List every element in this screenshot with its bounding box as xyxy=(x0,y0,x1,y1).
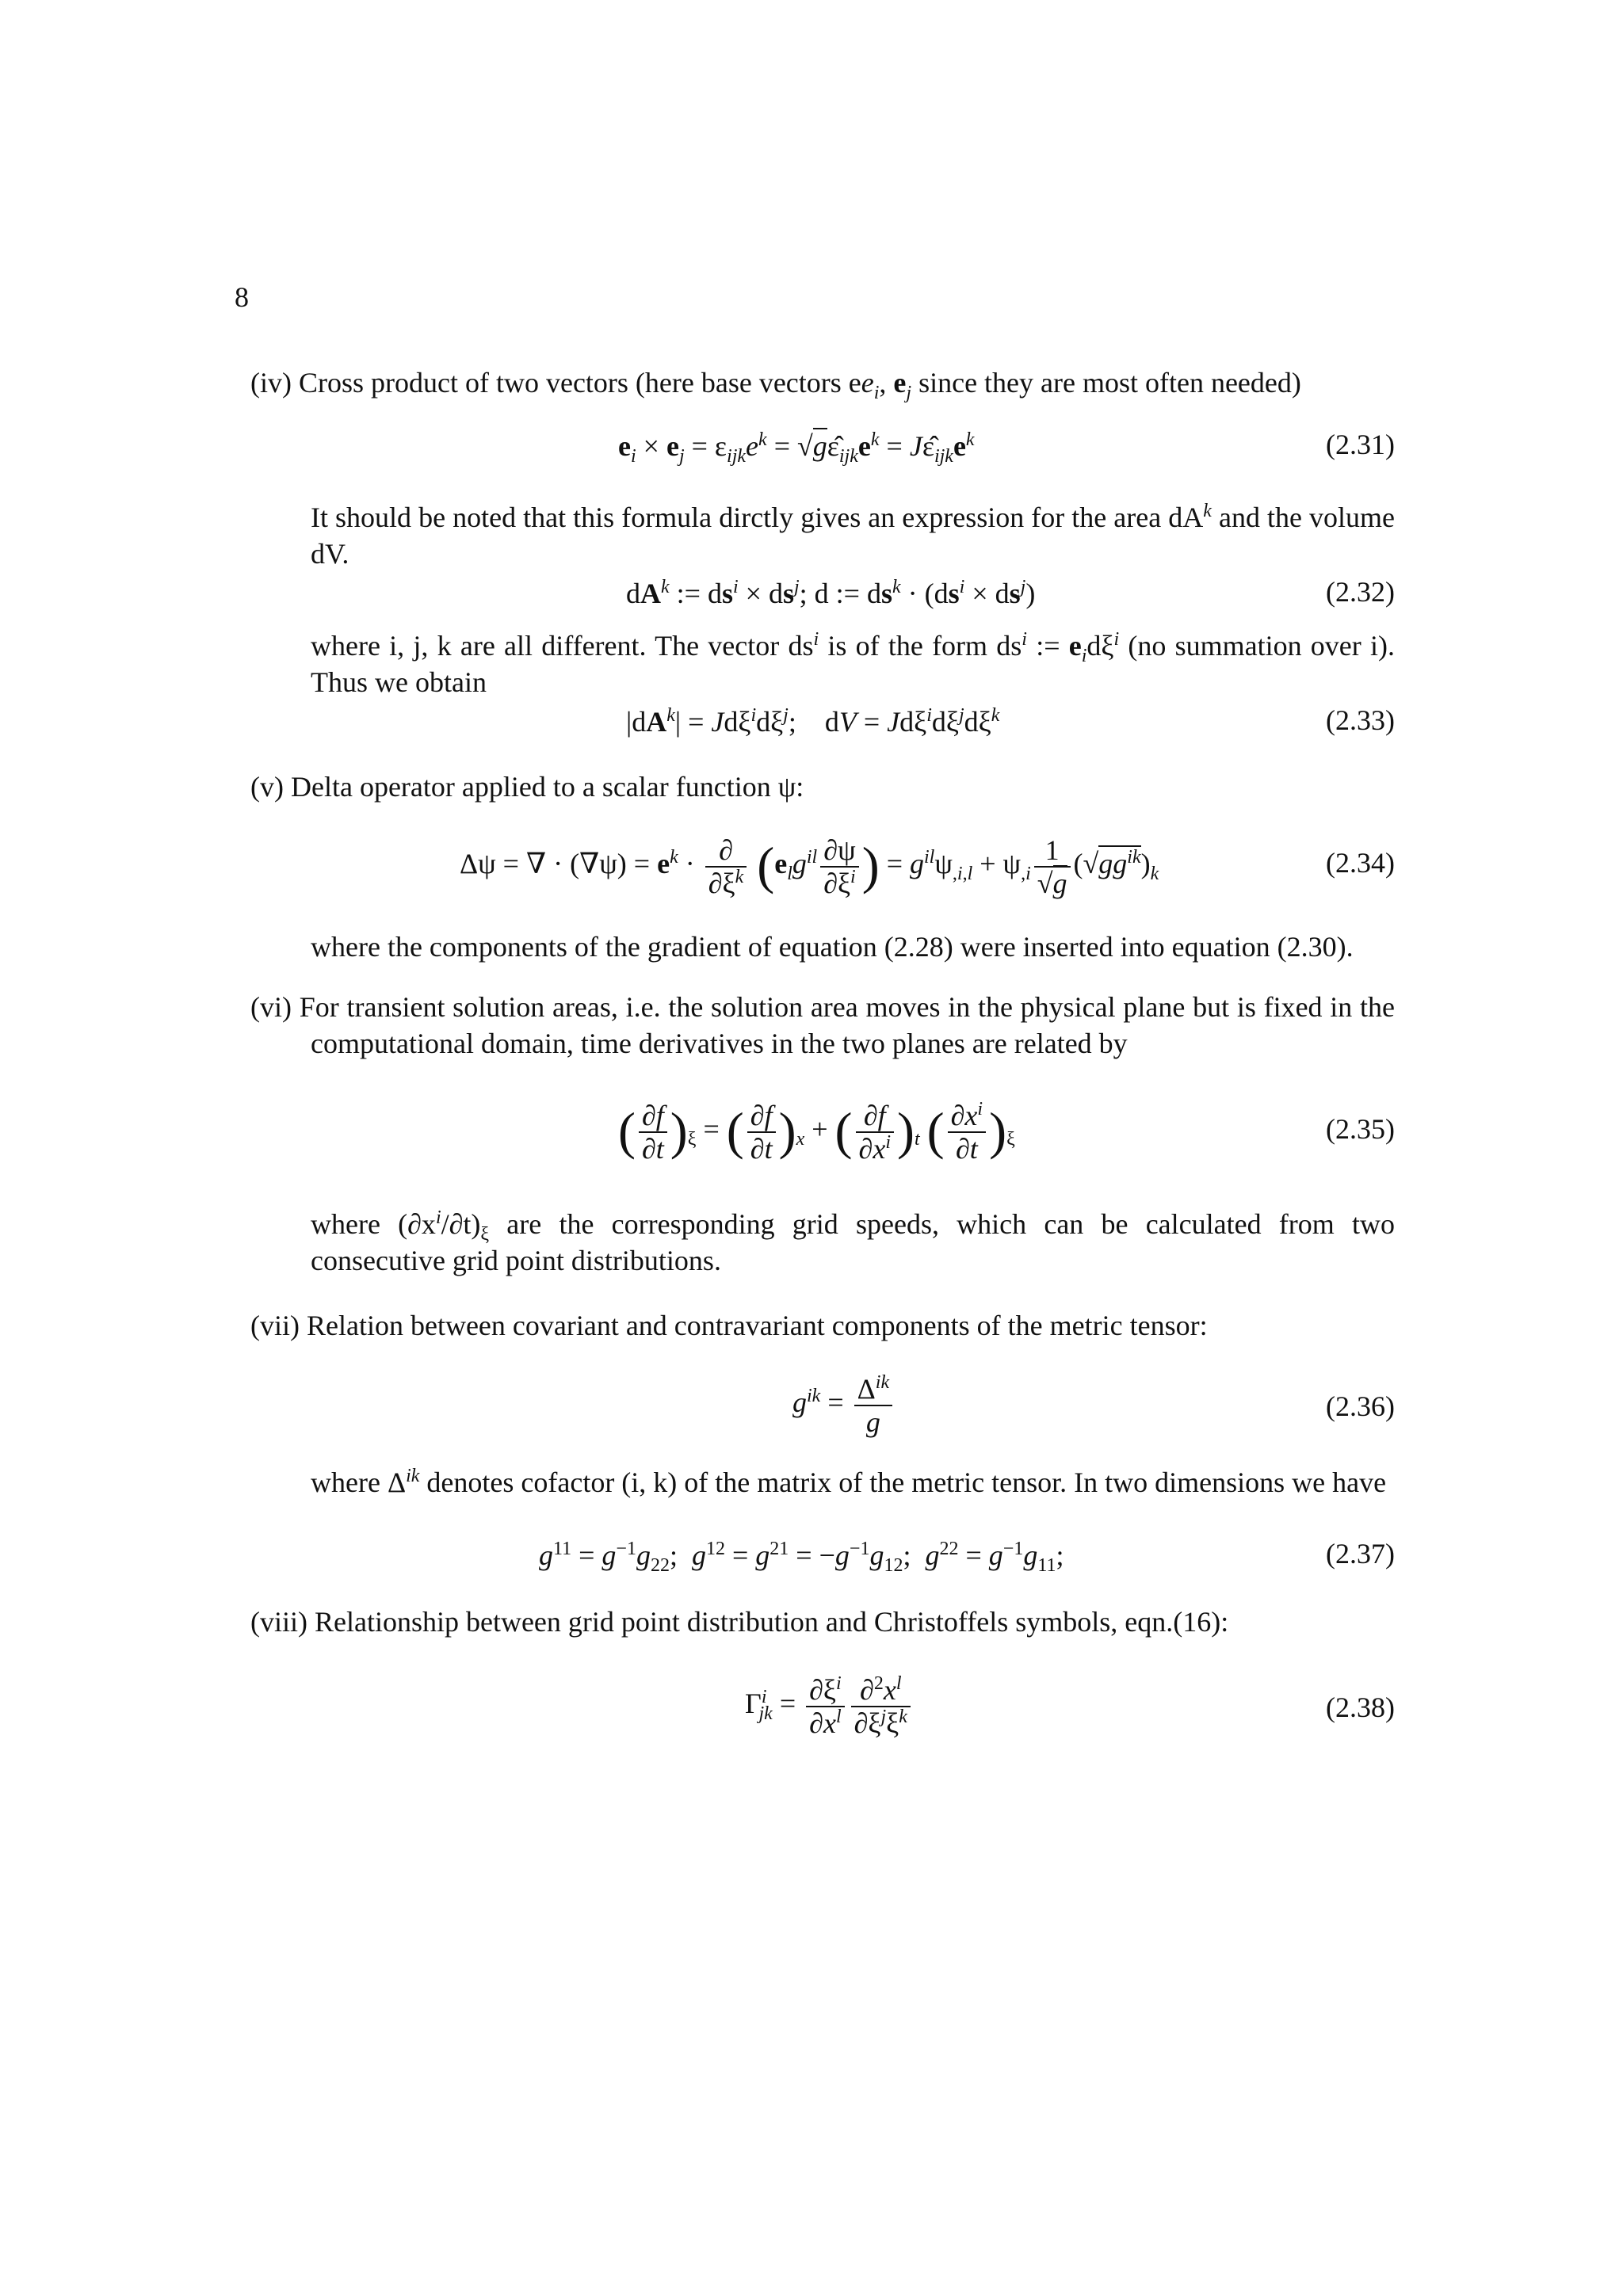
equation-number-2-32: (2.32) xyxy=(1326,576,1395,608)
equation-number-2-38: (2.38) xyxy=(1326,1691,1395,1723)
where-2-32-text: where i, j, k are all different. The vector ds xyxy=(311,630,814,662)
item-vii-text: Relation between covariant and contravariant components of the metric tensor: xyxy=(306,1310,1208,1341)
item-iv: (iv) Cross product of two vectors (here base vectors $ee_i$, $e_j$ since they are most often needed) xyxy=(250,367,1301,404)
equation-2-31: $e_i \times e_j = \varepsilon_{ijk}e^k$ = $√g\varepsilon̂_{ijk}e^k$ = $J\varepsilon̂_{ijk}e^k$ xyxy=(618,429,975,467)
paragraph-where-2-34 xyxy=(311,929,1404,965)
item-iv-text-tail: since they are most often needed) xyxy=(911,367,1301,399)
page-number: 8 xyxy=(235,281,249,313)
paragraph-where-2-32: where i, j, k are all different. The vector $ds^i$ is of the form $ds^i$ := $e_id\xi^i$ (no summation over i). Thus we obtain xyxy=(311,629,1395,698)
where-2-36-b: denotes cofactor (i, k) of the matrix of the metric tensor. In two dimensions we have xyxy=(419,1466,1387,1498)
where-2-32-b: is of the form ds xyxy=(819,630,1022,662)
equation-2-33: $|dA^k| = Jd\xi^id\xi^j$; dV = $Jd\xi^id\xi^jd\xi^k$ xyxy=(626,705,1000,738)
item-viii-text: Relationship between grid point distribution and Christoffels symbols, eqn.(16): xyxy=(314,1606,1229,1638)
where-2-35-a: where (∂x xyxy=(311,1208,436,1240)
where-2-35-c: are the corresponding grid speeds, which can be calculated from two consecutive grid point distributions. xyxy=(311,1208,1395,1276)
equation-number-2-34: (2.34) xyxy=(1326,847,1395,879)
equation-2-32: $dA^k$ := $ds^i \times ds^j$; d := $ds^k \cdot (ds^i \times ds^j)$ xyxy=(626,577,1036,609)
where-2-36-a: where Δ xyxy=(311,1466,407,1498)
paragraph-note-2-31: It should be noted that this formula dirctly gives an expression for the area $dA^k$ and the volume dV. xyxy=(311,501,1396,570)
where-2-32-c: (no summation over i). Thus we obtain xyxy=(311,630,1395,698)
paragraph-where-2-36: where $\Delta^{ik}$ denotes cofactor (i, k) of the matrix of the metric tensor. In two dimensions we have xyxy=(311,1466,1387,1498)
equation-number-2-33: (2.33) xyxy=(1326,704,1395,736)
where-2-35-b: /∂t) xyxy=(441,1208,481,1240)
item-v xyxy=(250,769,804,805)
item-vi-text: For transient solution areas, i.e. the solution area moves in the physical plane but is fixed in the computational domain, time derivatives in the two planes are related by xyxy=(299,991,1396,1059)
note-2-31-tail: and the volume dV. xyxy=(311,502,1396,570)
item-iv-label: (iv) xyxy=(250,367,292,399)
equation-number-2-36: (2.36) xyxy=(1326,1390,1395,1422)
equation-2-38: $\Gamma^i_{jk}$ = $\frac{\partial\xi^i}{\partial x^l}$ $\frac{\partial^2x^l}{\partial\xi^j\xi^k}$ xyxy=(745,1664,914,1743)
item-vi xyxy=(250,989,1395,1062)
where-2-34-text: where the components of the gradient of equation (2.28) were inserted into equation (2.30). xyxy=(311,931,1354,963)
item-vi-label: (vi) xyxy=(250,991,292,1023)
equation-2-34: Δψ = ∇ · $(\nabla\psi) = e^k$ · $\frac{\partial}{\partial\xi^k}$ ($e_lg^{il}$ $\frac{\partial\psi}{\partial\xi^i}$ ) = $g^{il}\psi_{,i,l} + \psi_{,i}$ $\frac{1}{√g}$ $(√gg^{ik})_k$ xyxy=(460,833,1159,899)
paragraph-where-2-35: where $(\partial x^i/\partial t)_\xi$ are the corresponding grid speeds, which can be calculated from two consecutive grid point distributions. xyxy=(311,1207,1395,1276)
item-vii xyxy=(250,1307,1208,1344)
equation-2-37: $g^{11} = g^{-1}g_{22}$; $g^{12} = g^{21} = -g^{-1}g_{12}$; $g^{22} = g^{-1}g_{11}$; xyxy=(539,1539,1064,1577)
item-v-text: Delta operator applied to a scalar function ψ: xyxy=(290,771,804,803)
equation-2-36: $g^{ik}$ = $\frac{\Delta^{ik}}{g}$ xyxy=(792,1363,896,1442)
equation-2-35: ( $\frac{\partial f}{\partial t}$ )$_\xi$ = ( $\frac{\partial f}{\partial t}$ )$_x$ + ( $\frac{\partial f}{\partial x^i}$ )$_t$ ( $\frac{\partial x^i}{\partial t}$ )$_\xi$ xyxy=(618,1098,1015,1165)
item-v-label: (v) xyxy=(250,771,284,803)
note-2-31-text: It should be noted that this formula dirctly gives an expression for the area dA xyxy=(311,502,1204,533)
item-viii-label: (viii) xyxy=(250,1606,307,1638)
equation-number-2-37: (2.37) xyxy=(1326,1538,1395,1569)
item-vii-label: (vii) xyxy=(250,1310,300,1341)
item-iv-text: Cross product of two vectors (here base vectors e xyxy=(298,367,861,399)
item-viii xyxy=(250,1604,1228,1640)
equation-number-2-35: (2.35) xyxy=(1326,1113,1395,1145)
equation-number-2-31: (2.31) xyxy=(1326,429,1395,460)
